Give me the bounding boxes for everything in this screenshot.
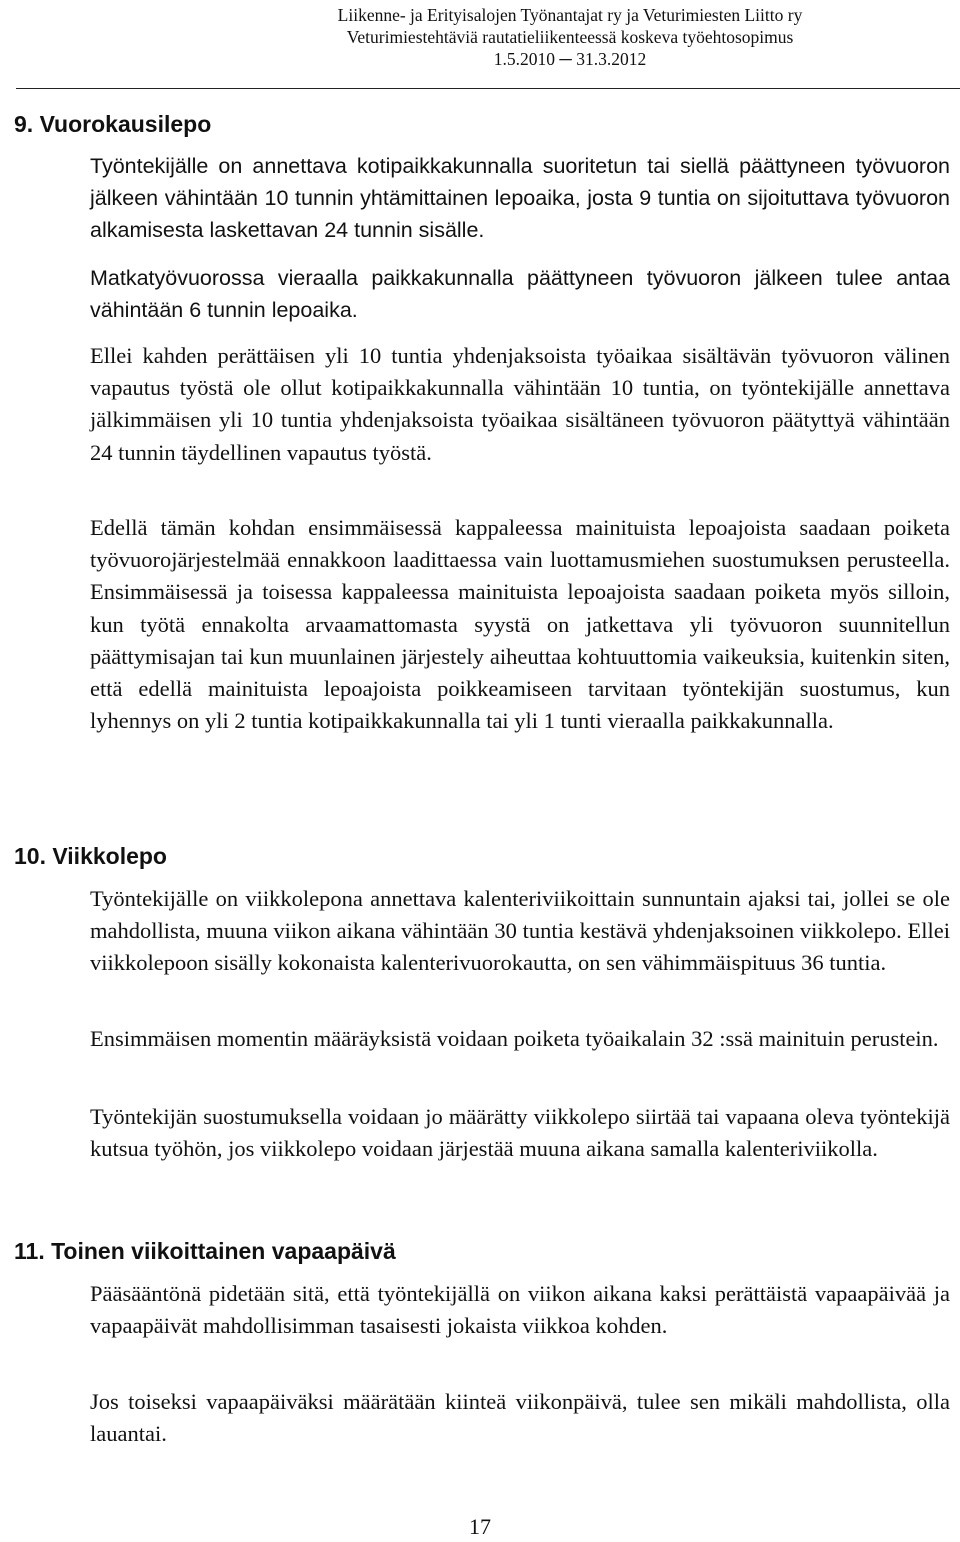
section-9-paragraph-4: Edellä tämän kohdan ensimmäisessä kappaleessa mainituista lepoajoista saadaan poiketa työvuorojärjestelmää ennakkoon laadittaessa vain luottamusmiehen suostumuksen perusteella. Ensimmäisessä ja toisessa kappaleessa mainituista lepoajoista saadaan poiketa myös silloin, kun työtä ennakolta arvaamattomasta syystä on jatkettava yli työvuoron suunnitellun päättymisajan tai kun muunlainen järjestely aiheuttaa kohtuuttomia vaikeuksia, kuitenkin siten, että edellä mainituista lepoajoista poikkeamiseen tarvitaan työntekijän suostumus, kun lyhennys on yli 2 tuntia kotipaikkakunnalla tai yli 1 tunti vieraalla paikkakunnalla. [90, 515, 950, 734]
header-agreement-title: Veturimiestehtäviä rautatieliikenteessä koskeva työehtosopimus [346, 27, 794, 47]
section-heading-9: 9. Vuorokausilepo [14, 111, 212, 137]
page-number: 17 [469, 1514, 491, 1539]
header-validity-period: 1.5.2010 ─ 31.3.2012 [493, 49, 647, 69]
section-9-paragraph-3: Ellei kahden perättäisen yli 10 tuntia yhdenjaksoista työaikaa sisältävän työvuoron välinen vapautus työstä ole ollut kotipaikkakunnalla vähintään 10 tuntia, on työntekijälle annettava jälkimmäisen yli 10 tuntia yhdenjaksoista työaikaa sisältäneen työvuoron päätyttyä vähintään 24 tunnin täydellinen vapautus työstä. [90, 343, 950, 465]
section-10-paragraph-1: Työntekijälle on viikkolepona annettava kalenteriviikoittain sunnuntain ajaksi tai, jollei se ole mahdollista, muuna viikon aikana vähintään 30 tuntia kestävä yhdenjaksoinen viikkolepo. Ellei viikkolepoon sisälly kokonaista kalenterivuorokautta, on sen vähimmäispituus 36 tuntia. [90, 886, 950, 976]
header-divider [16, 88, 960, 89]
header-organizations: Liikenne- ja Erityisalojen Työnantajat ry ja Veturimiesten Liitto ry [337, 5, 803, 25]
section-10-paragraph-3: Työntekijän suostumuksella voidaan jo määrätty viikkolepo siirtää tai vapaana oleva työntekijä kutsua työhön, jos viikkolepo voidaan järjestää muuna aikana samalla kalenteriviikolla. [90, 1104, 950, 1162]
section-heading-10: 10. Viikkolepo [14, 843, 167, 869]
section-9-paragraph-2: Matkatyövuorossa vieraalla paikkakunnalla päättyneen työvuoron jälkeen tulee antaa vähintään 6 tunnin lepoaika. [90, 266, 950, 323]
section-heading-11: 11. Toinen viikoittainen vapaapäivä [14, 1238, 396, 1264]
section-11-paragraph-2: Jos toiseksi vapaapäiväksi määrätään kiinteä viikonpäivä, tulee sen mikäli mahdollista, olla lauantai. [90, 1389, 950, 1447]
section-11-paragraph-1: Pääsääntönä pidetään sitä, että työntekijällä on viikon aikana kaksi perättäistä vapaapäivää ja vapaapäivät mahdollisimman tasaisesti jokaista viikkoa kohden. [90, 1281, 950, 1339]
document-header [180, 4, 960, 70]
section-9-paragraph-1: Työntekijälle on annettava kotipaikkakunnalla suoritetun tai siellä päättyneen työvuoron jälkeen vähintään 10 tunnin yhtämittainen lepoaika, josta 9 tuntia on sijoituttava työvuoron alkamisesta laskettavan 24 tunnin sisälle. [90, 154, 950, 243]
section-10-paragraph-2: Ensimmäisen momentin määräyksistä voidaan poiketa työaikalain 32 :ssä mainituin perustein. [90, 1026, 939, 1051]
